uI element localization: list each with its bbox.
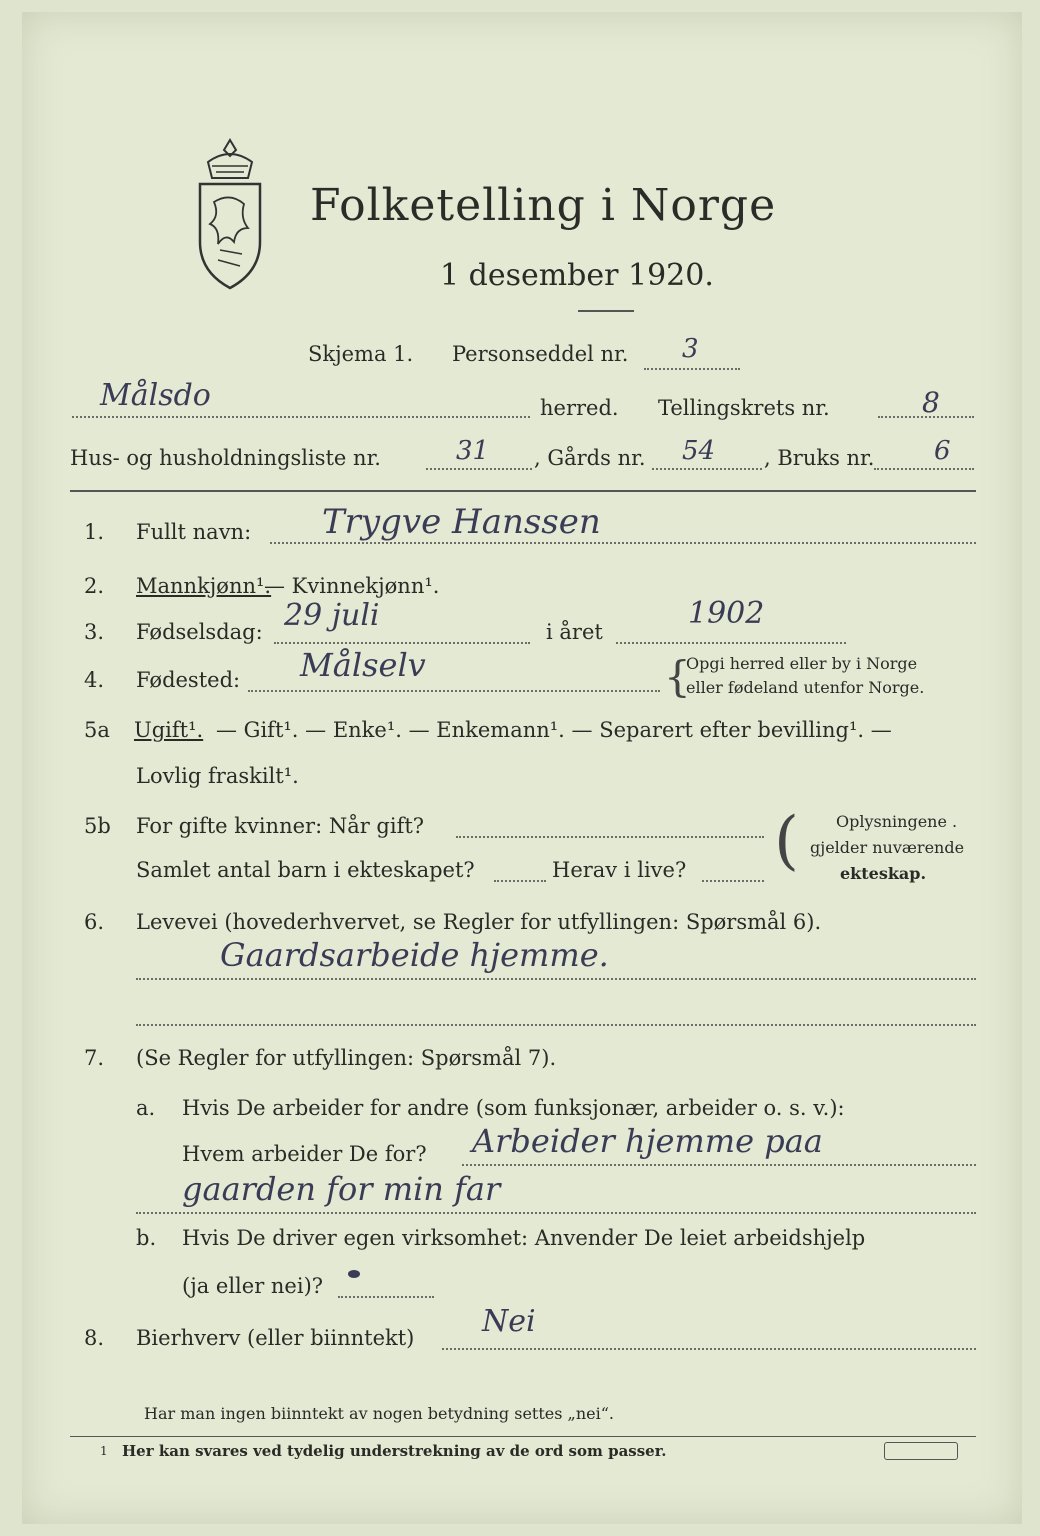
q4-note-1: Opgi herred eller by i Norge xyxy=(686,654,918,673)
q1-label: Fullt navn: xyxy=(136,520,252,544)
q5b-brace: ( xyxy=(774,804,799,878)
husliste-label: Hus- og husholdningsliste nr. xyxy=(70,446,381,470)
census-form xyxy=(22,12,1022,1524)
bruks-value[interactable]: 6 xyxy=(934,436,951,466)
q5b-note-2: gjelder nuværende xyxy=(810,838,965,857)
q7a-letter: a. xyxy=(136,1096,156,1120)
q7-label: (Se Regler for utfyllingen: Spørsmål 7). xyxy=(136,1046,557,1070)
q2-number: 2. xyxy=(84,574,105,598)
employer-value-line1[interactable]: Arbeider hjemme paa xyxy=(472,1122,823,1160)
ink-blot xyxy=(348,1270,360,1278)
birth-day-value[interactable]: 29 juli xyxy=(284,598,380,633)
full-name-value[interactable]: Trygve Hanssen xyxy=(322,502,601,542)
birthplace-value[interactable]: Målselv xyxy=(300,646,426,684)
q1-number: 1. xyxy=(84,520,105,544)
marital-options[interactable]: — Gift¹. — Enke¹. — Enkemann¹. — Separert efter bevilling¹. — xyxy=(216,718,892,742)
title-divider xyxy=(578,310,634,312)
footnote-text: Her kan svares ved tydelig understrekning av de ord som passer. xyxy=(122,1442,667,1460)
q7-number: 7. xyxy=(84,1046,105,1070)
q3-label: Fødselsdag: xyxy=(136,620,263,644)
tellingskrets-value[interactable]: 8 xyxy=(922,386,940,419)
footnote-mark: 1 xyxy=(100,1444,108,1458)
q5b-note-3: ekteskap. xyxy=(840,864,927,883)
employer-value-line2[interactable]: gaarden for min far xyxy=(182,1170,501,1208)
personseddel-value[interactable]: 3 xyxy=(682,334,699,364)
q6-number: 6. xyxy=(84,910,105,934)
q7b-letter: b. xyxy=(136,1226,157,1250)
personseddel-label: Personseddel nr. xyxy=(452,342,629,366)
birth-year-value[interactable]: 1902 xyxy=(688,596,765,631)
sex-male[interactable]: Mannkjønn¹. xyxy=(136,574,272,598)
skjema-label: Skjema 1. xyxy=(308,342,414,366)
header-divider xyxy=(70,490,976,492)
q6-label: Levevei (hovederhvervet, se Regler for utfyllingen: Spørsmål 6). xyxy=(136,910,822,934)
q3-number: 3. xyxy=(84,620,105,644)
q8-number: 8. xyxy=(84,1326,105,1350)
occupation-value[interactable]: Gaardsarbeide hjemme. xyxy=(220,936,609,974)
footer-divider xyxy=(70,1436,976,1437)
gards-value[interactable]: 54 xyxy=(682,436,716,466)
printer-stamp-icon xyxy=(884,1442,958,1460)
q5b-label-1: For gifte kvinner: Når gift? xyxy=(136,814,425,838)
q4-note-2: eller fødeland utenfor Norge. xyxy=(686,678,925,697)
footer-note: Har man ingen biinntekt av nogen betydning settes „nei“. xyxy=(144,1404,614,1423)
q5b-note-1: Oplysningene . xyxy=(836,812,958,831)
sex-female[interactable]: — Kvinnekjønn¹. xyxy=(264,574,440,598)
q8-label: Bierhverv (eller biinntekt) xyxy=(136,1326,415,1350)
q5b-number: 5b xyxy=(84,814,111,838)
q4-label: Fødested: xyxy=(136,668,241,692)
year-label: i året xyxy=(546,620,603,644)
husliste-value[interactable]: 31 xyxy=(456,436,490,466)
q7a-text: Hvis De arbeider for andre (som funksjonær, arbeider o. s. v.): xyxy=(182,1096,845,1120)
q7b-text: Hvis De driver egen virksomhet: Anvender De leiet arbeidshjelp xyxy=(182,1226,866,1250)
herred-label: herred. xyxy=(540,396,619,420)
herred-value[interactable]: Målsdo xyxy=(100,378,211,413)
q4-brace: { xyxy=(664,652,691,701)
q4-number: 4. xyxy=(84,668,105,692)
form-title: Folketelling i Norge xyxy=(310,180,777,231)
coat-of-arms-icon xyxy=(190,132,270,292)
marital-ugift[interactable]: Ugift¹. xyxy=(134,718,204,742)
q7b-label: (ja eller nei)? xyxy=(182,1274,324,1298)
gards-label: , Gårds nr. xyxy=(534,446,646,470)
q5a-number: 5a xyxy=(84,718,110,742)
q5b-label-3: Herav i live? xyxy=(552,858,687,882)
marital-fraskilt[interactable]: Lovlig fraskilt¹. xyxy=(136,764,299,788)
q5b-label-2: Samlet antal barn i ekteskapet? xyxy=(136,858,475,882)
tellingskrets-label: Tellingskrets nr. xyxy=(658,396,830,420)
census-date: 1 desember 1920. xyxy=(440,258,714,293)
side-income-value[interactable]: Nei xyxy=(482,1304,536,1339)
q7a-label: Hvem arbeider De for? xyxy=(182,1142,427,1166)
bruks-label: , Bruks nr. xyxy=(764,446,875,470)
